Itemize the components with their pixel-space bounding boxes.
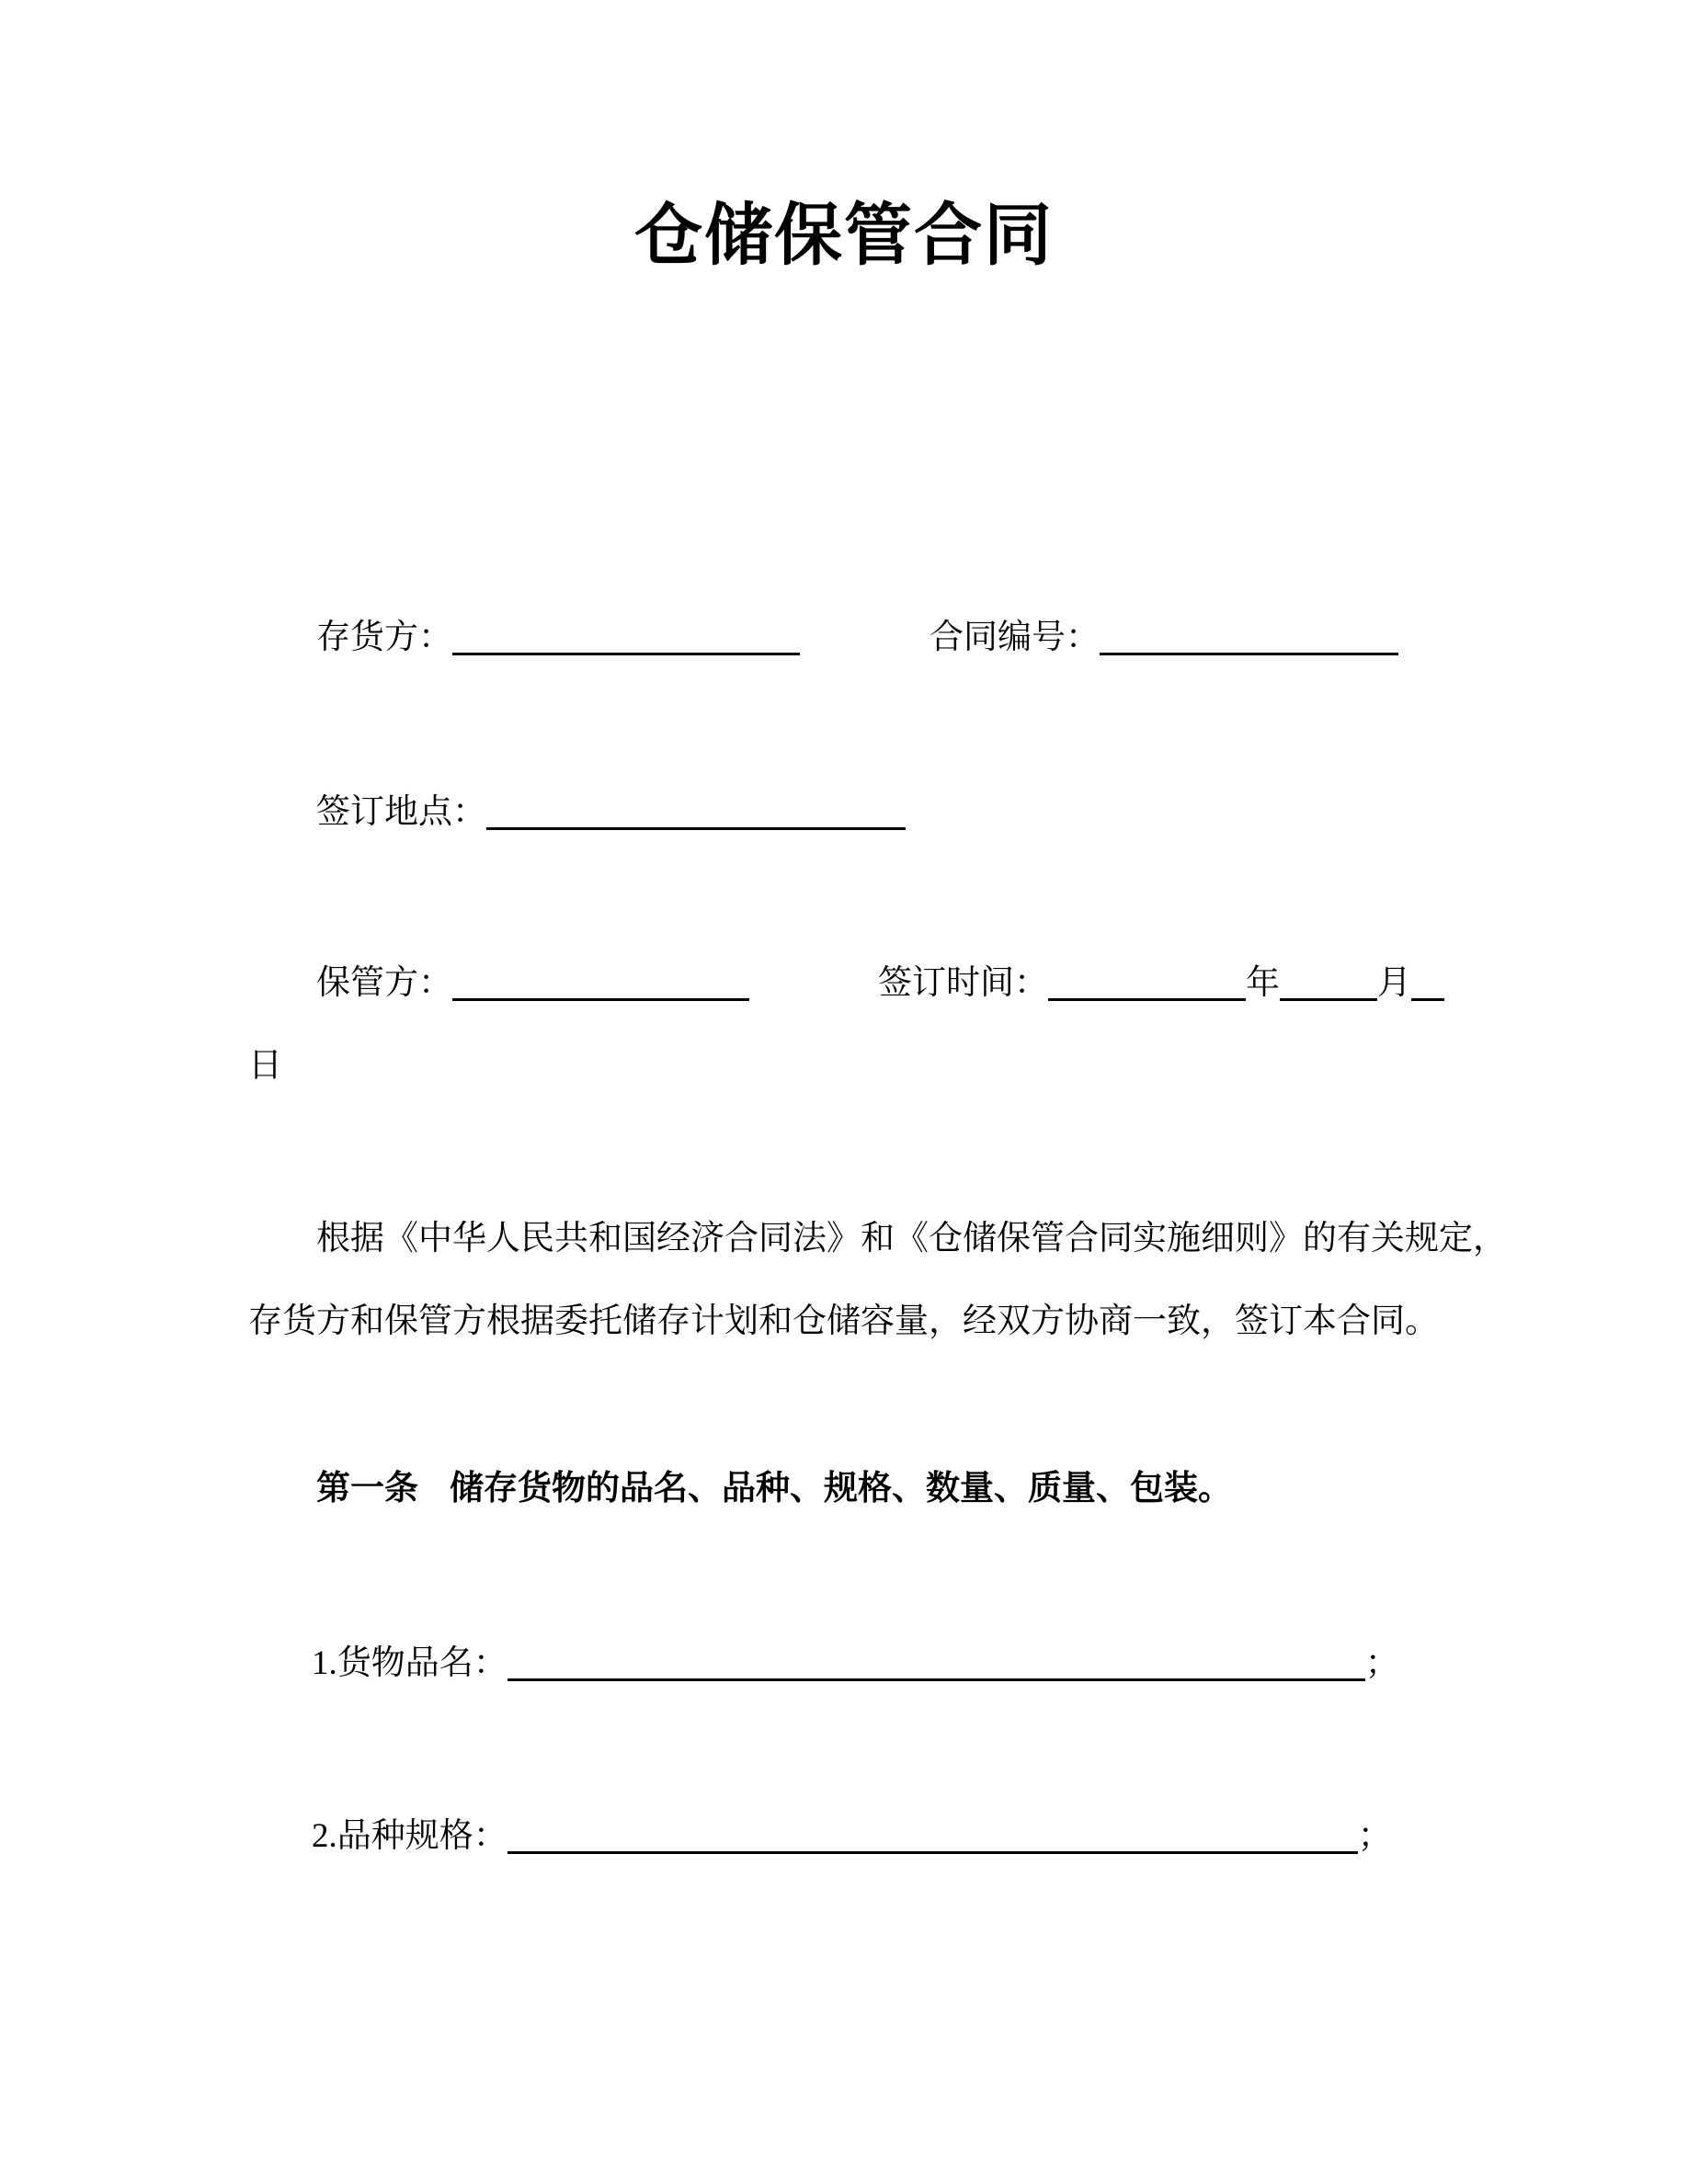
signing-place-blank-line [486,802,906,830]
depositor-blank-line [452,627,800,655]
article-1-heading [316,1469,1232,1509]
signing-place-label: 签订地点： [316,793,486,831]
day-suffix-label: 日 [248,1047,282,1085]
goods-name-field [312,1644,1399,1684]
custodian-blank-line [452,973,749,1001]
preamble-line-2: 存货方和保管方根据委托储存计划和仓储容量，经双方协商一致，签订本合同。 [248,1302,1439,1340]
article-1-number: 第一条 [316,1470,418,1507]
signing-time-day-blank-line [1411,973,1444,1001]
goods-name-label: 1.货物品名： [312,1644,508,1682]
contract-number-field [930,618,1398,658]
variety-spec-label: 2.品种规格： [312,1817,508,1855]
signing-time-field [878,963,1444,1004]
contract-number-label: 合同编号： [930,619,1100,656]
article-1-heading-text: 储存货物的品名、品种、规格、数量、质量、包装。 [450,1470,1232,1507]
variety-spec-suffix: ； [1357,1817,1392,1855]
document-title: 仓储保管合同 [634,197,1054,273]
variety-spec-blank-line [508,1826,1358,1854]
signing-place-field [316,792,906,833]
custodian-label: 保管方： [316,964,452,1002]
variety-spec-field [312,1816,1392,1857]
preamble-line-1: 根据《中华人民共和国经济合同法》和《仓储保管合同实施细则》的有关规定， [316,1220,1507,1257]
signing-time-label: 签订时间： [878,964,1048,1002]
depositor-field [316,618,800,658]
depositor-label: 存货方： [316,619,452,656]
custodian-field [316,963,749,1004]
signing-time-month-blank-line [1280,973,1377,1001]
signing-time-year-blank-line [1048,973,1246,1001]
month-suffix-label: 月 [1377,964,1411,1002]
contract-number-blank-line [1100,627,1398,655]
year-suffix-label: 年 [1246,964,1280,1002]
goods-name-blank-line [508,1653,1365,1681]
goods-name-suffix: ； [1364,1644,1399,1682]
